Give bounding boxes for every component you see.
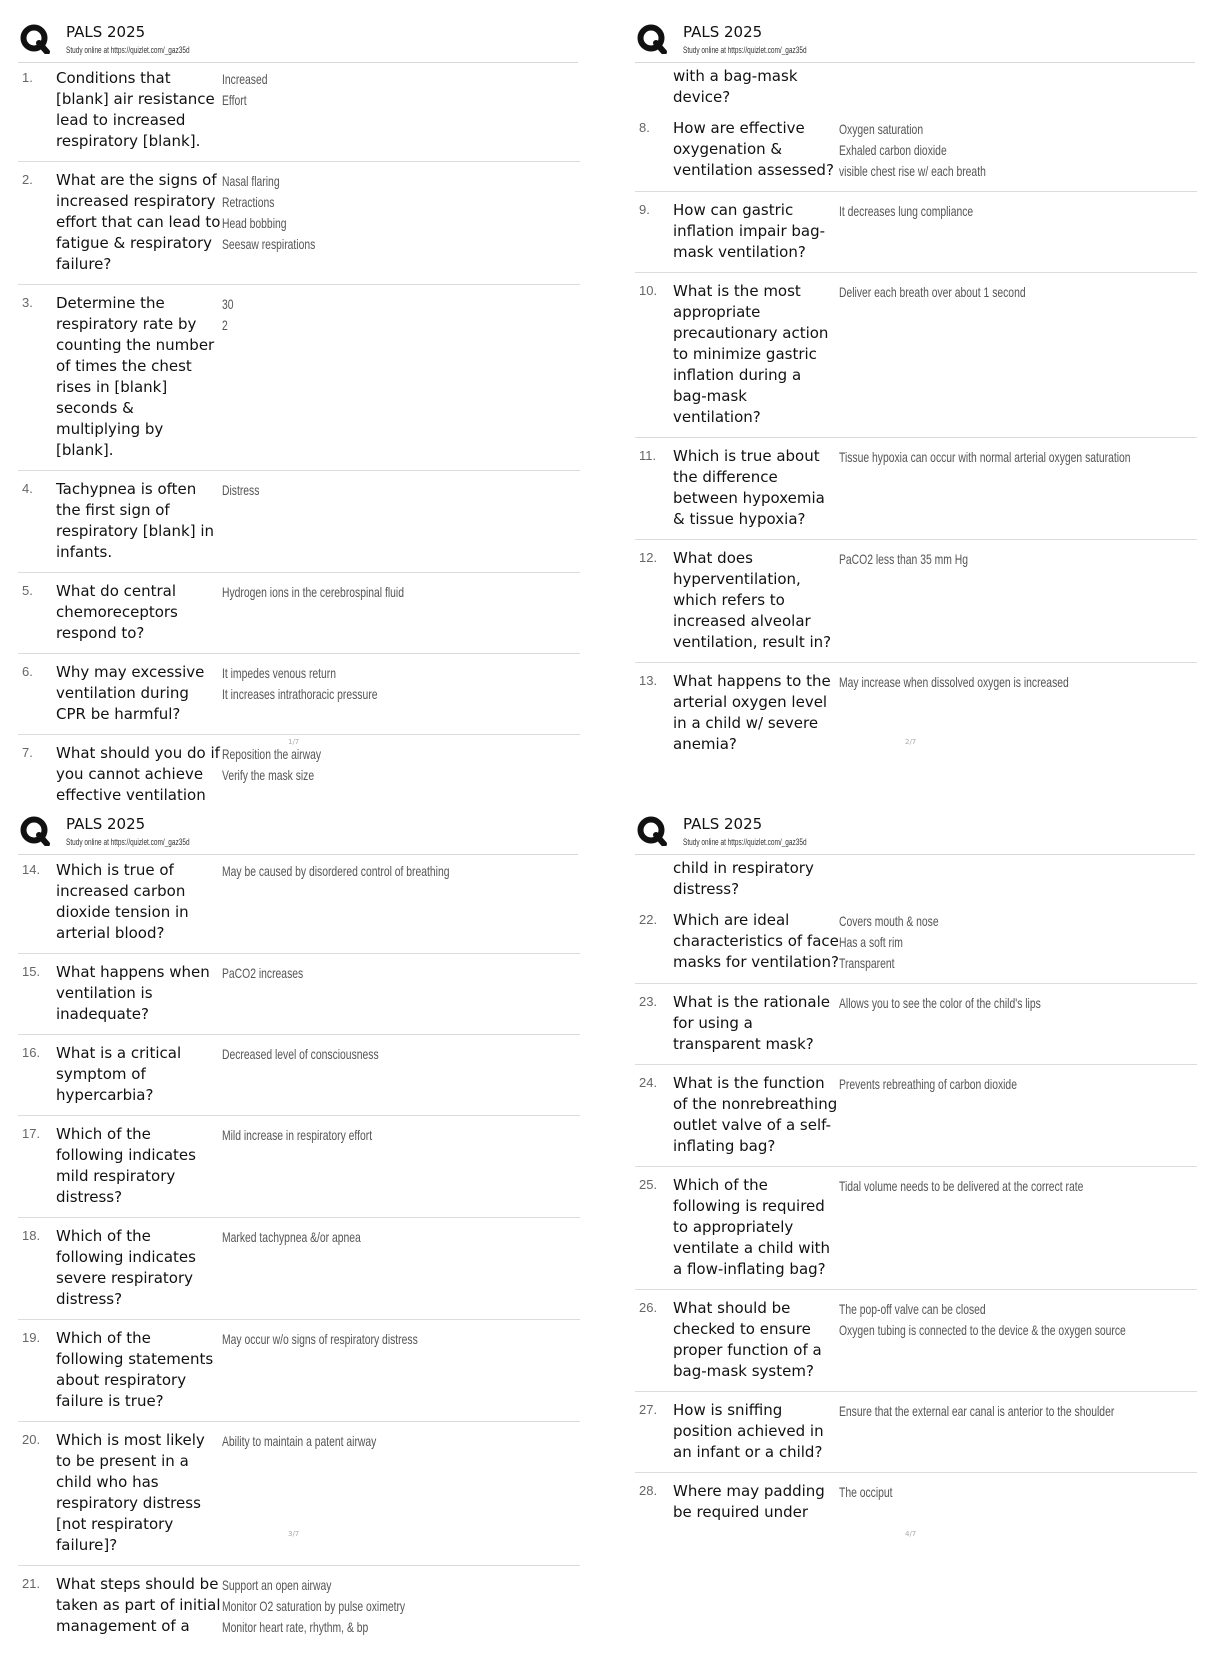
card-question: Which is true about the difference between hypoxemia & tissue hypoxia?: [673, 447, 825, 528]
flashcard-row: [635, 548, 1197, 663]
answer-line: Hydrogen ions in the cerebrospinal fluid: [222, 584, 404, 600]
card-answer: [222, 1328, 580, 1412]
answer-line: Seesaw respirations: [222, 236, 316, 252]
answer-line: Verify the mask size: [222, 767, 315, 783]
answer-line: Tidal volume needs to be delivered at the correct rate: [839, 1178, 1084, 1194]
answer-line: Deliver each breath over about 1 second: [839, 284, 1026, 300]
card-answer: [839, 1481, 1197, 1523]
answer-line: Monitor O2 saturation by pulse oximetry: [222, 1598, 406, 1614]
card-answer: [222, 479, 580, 563]
flashcard-row: [635, 281, 1197, 438]
answer-line: Oxygen tubing is connected to the device & the oxygen source: [839, 1322, 1126, 1338]
answer-line: Exhaled carbon dioxide: [839, 142, 947, 158]
flashcard-row: [18, 1430, 580, 1566]
study-online-link[interactable]: Study online at https://quizlet.com/_gaz35d: [66, 45, 190, 55]
flashcard-row: [18, 860, 580, 954]
answer-line: Nasal flaring: [222, 173, 280, 189]
answer-line: May occur w/o signs of respiratory distress: [222, 1331, 418, 1347]
answer-line: Covers mouth & nose: [839, 913, 939, 929]
answer-line: Has a soft rim: [839, 934, 903, 950]
card-number: 25.: [639, 1177, 658, 1192]
page-number: 3/7: [288, 1530, 300, 1538]
card-number: 14.: [22, 862, 41, 877]
answer-line: PaCO2 less than 35 mm Hg: [839, 551, 968, 567]
card-number: 22.: [639, 912, 658, 927]
card-question: Which of the following indicates mild respiratory distress?: [56, 1125, 196, 1206]
card-number: 8.: [639, 120, 650, 135]
card-question: What happens to the arterial oxygen level in a child w/ severe anemia?: [673, 672, 831, 753]
answer-line: 2: [222, 317, 228, 333]
card-answer: [839, 118, 1197, 182]
card-answer: [222, 1043, 580, 1106]
answer-line: The pop-off valve can be closed: [839, 1301, 986, 1317]
card-question: Why may excessive ventilation during CPR be harmful?: [56, 663, 205, 723]
flashcard-row: [635, 200, 1197, 273]
study-online-link[interactable]: Study online at https://quizlet.com/_gaz35d: [683, 837, 807, 847]
flashcard-row: [635, 1073, 1197, 1167]
deck-title: PALS 2025: [66, 815, 146, 833]
answer-line: Increased: [222, 71, 268, 87]
card-number: 15.: [22, 964, 41, 979]
card-question: What should be checked to ensure proper function of a bag-mask system?: [673, 1299, 822, 1380]
answer-line: visible chest rise w/ each breath: [839, 163, 986, 179]
card-number: 6.: [22, 664, 33, 679]
card-question: Which is most likely to be present in a child who has respiratory distress [not respiratory failure]?: [56, 1431, 205, 1554]
card-question: How is sniffing position achieved in an infant or a child?: [673, 1401, 824, 1461]
flashcard-row: [635, 992, 1197, 1065]
card-answer: [839, 671, 1197, 755]
card-answer: [839, 281, 1197, 428]
page-number: 4/7: [905, 1530, 917, 1538]
card-question: Which are ideal characteristics of face masks for ventilation?: [673, 911, 839, 971]
flashcard-list: [635, 910, 1197, 1540]
card-question: Which of the following indicates severe respiratory distress?: [56, 1227, 196, 1308]
card-answer: [222, 1226, 580, 1310]
answer-line: Support an open airway: [222, 1577, 332, 1593]
deck-title: PALS 2025: [683, 23, 763, 41]
study-online-link[interactable]: Study online at https://quizlet.com/_gaz35d: [66, 837, 190, 847]
answer-line: 30: [222, 296, 234, 312]
card-answer: [222, 293, 580, 461]
flashcard-row: [18, 1226, 580, 1320]
flashcard-row: [18, 170, 580, 285]
answer-line: Oxygen saturation: [839, 121, 924, 137]
card-number: 21.: [22, 1576, 41, 1591]
answer-line: Marked tachypnea &/or apnea: [222, 1229, 361, 1245]
answer-line: Transparent: [839, 955, 895, 971]
quizlet-q-icon: [20, 24, 50, 54]
card-answer: [222, 962, 580, 1025]
card-number: 4.: [22, 481, 33, 496]
answer-line: It increases intrathoracic pressure: [222, 686, 378, 702]
card-answer: [839, 992, 1197, 1055]
flashcard-row: [635, 910, 1197, 984]
card-question: Conditions that [blank] air resistance lead to increased respiratory [blank].: [56, 69, 215, 150]
card-number: 17.: [22, 1126, 41, 1141]
card-number: 19.: [22, 1330, 41, 1345]
page-2: [635, 20, 1215, 780]
card-answer: [222, 68, 580, 152]
card-answer: [222, 860, 580, 944]
card-number: 10.: [639, 283, 658, 298]
flashcard-list: [635, 118, 1197, 772]
card-question: What is the rationale for using a transparent mask?: [673, 993, 830, 1053]
card-number: 5.: [22, 583, 33, 598]
card-number: 3.: [22, 295, 33, 310]
flashcard-row: [18, 293, 580, 471]
answer-line: May be caused by disordered control of breathing: [222, 863, 450, 879]
card-number: 24.: [639, 1075, 658, 1090]
flashcard-row: [18, 1574, 580, 1647]
answer-line: Ability to maintain a patent airway: [222, 1433, 377, 1449]
card-number: 11.: [639, 448, 657, 463]
answer-line: Prevents rebreathing of carbon dioxide: [839, 1076, 1017, 1092]
answer-line: Head bobbing: [222, 215, 287, 231]
answer-line: The occiput: [839, 1484, 893, 1500]
card-question: Which of the following is required to appropriately ventilate a child with a flow-inflating bag?: [673, 1176, 831, 1278]
answer-line: Distress: [222, 482, 260, 498]
quizlet-q-icon: [637, 816, 667, 846]
flashcard-row: [18, 1328, 580, 1422]
card-answer: [839, 1073, 1197, 1157]
card-answer: [222, 743, 580, 806]
card-answer: [839, 1400, 1211, 1463]
flashcard-row: [635, 1400, 1197, 1473]
page-4: [635, 812, 1215, 1572]
card-number: 27.: [639, 1402, 658, 1417]
card-answer: [222, 662, 580, 725]
page-header: [18, 812, 578, 855]
answer-line: PaCO2 increases: [222, 965, 304, 981]
card-answer: [222, 1430, 580, 1556]
card-question: What is the function of the nonrebreathing outlet valve of a self-inflating bag?: [673, 1074, 838, 1155]
card-question: Tachypnea is often the first sign of respiratory [blank] in infants.: [56, 480, 215, 561]
quizlet-q-icon: [637, 24, 667, 54]
card-number: 16.: [22, 1045, 41, 1060]
flashcard-row: [635, 1481, 1197, 1532]
flashcard-row: [18, 743, 580, 815]
page-1: [18, 20, 598, 804]
card-number: 20.: [22, 1432, 41, 1447]
card-question: Which is true of increased carbon dioxide tension in arterial blood?: [56, 861, 189, 942]
card-answer: [839, 910, 1197, 974]
flashcard-row: [635, 446, 1197, 540]
flashcard-row: [635, 671, 1197, 764]
study-online-link[interactable]: Study online at https://quizlet.com/_gaz35d: [683, 45, 807, 55]
card-answer: [839, 446, 1224, 530]
flashcard-row: [635, 118, 1197, 192]
answer-line: Tissue hypoxia can occur with normal arterial oxygen saturation: [839, 449, 1131, 465]
flashcard-row: [18, 68, 580, 162]
card-number: 18.: [22, 1228, 41, 1243]
card-question: What is the most appropriate precautionary action to minimize gastric inflation during a bag-mask ventilation?: [673, 282, 829, 426]
page-number: 1/7: [288, 738, 300, 746]
flashcard-row: [18, 581, 580, 654]
card-question: Determine the respiratory rate by counting the number of times the chest rises in [blank] seconds & multiplying by [blank].: [56, 294, 215, 459]
card-number: 13.: [639, 673, 658, 688]
card-number: 26.: [639, 1300, 658, 1315]
card-question: Which of the following statements about respiratory failure is true?: [56, 1329, 214, 1410]
card-answer: [839, 1175, 1197, 1280]
card-number: 28.: [639, 1483, 658, 1498]
page-3: [18, 812, 598, 1635]
answer-line: Decreased level of consciousness: [222, 1046, 379, 1062]
card-number: 23.: [639, 994, 658, 1009]
flashcard-list: [18, 68, 580, 823]
card-question: What happens when ventilation is inadequate?: [56, 963, 210, 1023]
card-question: What steps should be taken as part of initial management of a: [56, 1575, 221, 1635]
flashcard-row: [635, 1175, 1197, 1290]
page-header: [635, 20, 1195, 63]
answer-line: Effort: [222, 92, 247, 108]
quizlet-q-icon: [20, 816, 50, 846]
answer-line: Ensure that the external ear canal is anterior to the shoulder: [839, 1403, 1115, 1419]
card-question: Where may padding be required under: [673, 1482, 825, 1521]
card-answer: [222, 581, 580, 644]
card-answer: [839, 548, 1197, 653]
flashcard-row: [18, 962, 580, 1035]
flashcard-row: [635, 1298, 1197, 1392]
card-number: 12.: [639, 550, 658, 565]
answer-line: May increase when dissolved oxygen is increased: [839, 674, 1069, 690]
continued-question-text: child in respiratory distress?: [673, 859, 814, 898]
card-number: 7.: [22, 745, 33, 760]
flashcard-row: [18, 479, 580, 573]
card-question: What is a critical symptom of hypercarbia?: [56, 1044, 182, 1104]
card-question: How are effective oxygenation & ventilation assessed?: [673, 119, 834, 179]
answer-line: Mild increase in respiratory effort: [222, 1127, 373, 1143]
card-answer: [222, 170, 580, 275]
answer-line: It impedes venous return: [222, 665, 337, 681]
flashcard-row: [18, 662, 580, 735]
flashcard-row: [18, 1043, 580, 1116]
card-answer: [222, 1124, 580, 1208]
deck-title: PALS 2025: [66, 23, 146, 41]
card-question: What should you do if you cannot achieve effective ventilation: [56, 744, 220, 804]
card-number: 2.: [22, 172, 33, 187]
card-number: 9.: [639, 202, 650, 217]
page-number: 2/7: [905, 738, 917, 746]
continued-question-text: with a bag-mask device?: [673, 67, 798, 106]
flashcard-row: [18, 1124, 580, 1218]
answer-line: Retractions: [222, 194, 275, 210]
answer-line: Monitor heart rate, rhythm, & bp: [222, 1619, 369, 1635]
page-header: [635, 812, 1195, 855]
card-answer: [839, 1298, 1224, 1382]
deck-title: PALS 2025: [683, 815, 763, 833]
card-question: What are the signs of increased respiratory effort that can lead to fatigue & respiratory failure?: [56, 171, 221, 273]
answer-line: Allows you to see the color of the child's lips: [839, 995, 1041, 1011]
card-question: What do central chemoreceptors respond to?: [56, 582, 178, 642]
card-question: What does hyperventilation, which refers to increased alveolar ventilation, result in?: [673, 549, 832, 651]
card-question: How can gastric inflation impair bag-mask ventilation?: [673, 201, 826, 261]
card-number: 1.: [22, 70, 33, 85]
page-header: [18, 20, 578, 63]
answer-line: It decreases lung compliance: [839, 203, 974, 219]
card-answer: [839, 200, 1197, 263]
answer-line: Reposition the airway: [222, 746, 322, 762]
